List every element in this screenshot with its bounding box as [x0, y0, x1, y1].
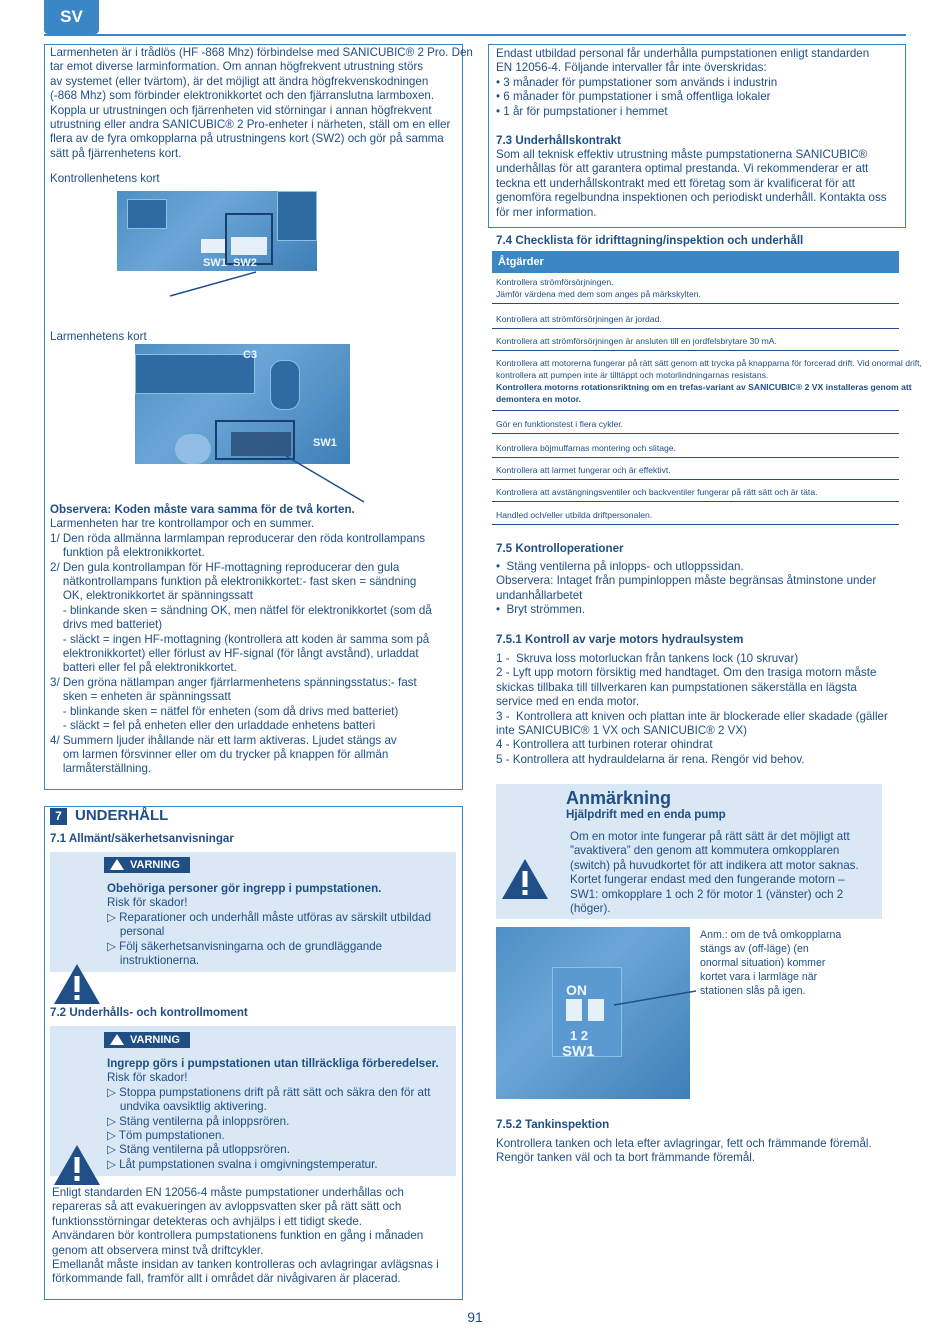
text-line: - släckt = ingen HF-mottagning (kontrollera att koden är samma som på [50, 632, 430, 646]
text-line: Larmenheten är i trådlös (HF -868 Mhz) förbindelse med SANICUBIC® 2 Pro. Den [50, 46, 473, 59]
warning-line: personal [107, 925, 165, 939]
anm-line: stationen slås på igen. [700, 985, 806, 997]
text-line: Larmenheten har tre kontrollampor och en summer. [50, 517, 315, 531]
anm-line: Anm.: om de två omkopplarna [700, 929, 842, 941]
warning-line: ▷ Stäng ventilerna på utloppsrören. [107, 1143, 290, 1157]
section-7-title: UNDERHÅLL [75, 807, 169, 825]
warning-line: instruktionerna. [107, 954, 200, 968]
text-line: flera av de fyra omkopplarna på utrustningens kort (SW2) och gör på samma [50, 132, 444, 146]
s72-title: 7.2 Underhålls- och kontrollmoment [50, 1006, 248, 1019]
sw2-label: SW2 [233, 257, 257, 269]
text-line: 3 - Kontrollera att kniven och plattan inte är blockerade eller skadade (gäller [496, 709, 888, 723]
anm-line: stängs av (off-läge) (en [700, 943, 809, 955]
checklist-line: Kontrollera att strömförsörjningen är ansluten till en jordfelsbrytare 30 mA. [496, 336, 777, 346]
warning-line: Risk för skador! [107, 896, 188, 910]
warning-text-1: Obehöriga personer gör ingrepp i pumpstationen. Risk för skador! ▷ Reparationer och underhåll måste utföras av särskilt utbildad personal ▷ Följ säkerhetsanvisningarna och de grundläggande instruktionerna. [107, 882, 452, 968]
text-line: 1 - Skruva loss motorluckan från tankens lock (10 skruvar) [496, 652, 799, 665]
checklist-header: Åtgärder [492, 251, 899, 273]
checklist-line-bold: demontera en motor. [496, 394, 581, 404]
text-line: elektronikkortet) eller förlust av HF-signal (för långt avstånd), urladdat [50, 647, 419, 661]
anm-line: onormal situation) kommer [700, 957, 826, 969]
observe-block [50, 503, 460, 777]
text-line: drivs med batteriet) [50, 618, 163, 632]
checklist-line: Jämför värdena med dem som anges på märkskylten. [496, 289, 701, 299]
note-line: (höger). [570, 902, 611, 916]
text-line: • Stäng ventilerna på inlopps- och utloppssidan. [496, 560, 744, 573]
warning-line: ▷ Töm pumpstationen. [107, 1129, 225, 1143]
s751-text [496, 652, 900, 767]
text-line: Kontrollera tanken och leta efter avlagringar, fett och främmande föremål. [496, 1137, 872, 1150]
checklist-row [492, 464, 899, 480]
section-7-number: 7 [50, 808, 67, 825]
text-line: 1/ Den röda allmänna larmlampan reproducerar den röda kontrollampans [50, 531, 426, 545]
text-line: • 1 år för pumpstationer i hemmet [496, 104, 668, 118]
text-line: Enligt standarden EN 12056-4 måste pumpstationer underhållas och [52, 1186, 404, 1199]
s71-title: 7.1 Allmänt/säkerhetsanvisningar [50, 832, 234, 845]
text-line: Användaren bör kontrollera pumpstationens funktion en gång i månaden [52, 1229, 424, 1243]
text-line: Som all teknisk effektiv utrustning måste pumpstationerna SANICUBIC® [496, 148, 868, 161]
warning-line: ▷ Låt pumpstationen svalna i omgivningstemperatur. [107, 1157, 378, 1171]
s752-text [496, 1137, 900, 1166]
note-text [570, 830, 878, 916]
checklist-row [492, 509, 899, 525]
alarm-card-arrow [280, 450, 370, 510]
warning-triangle-icon-2 [52, 1143, 102, 1187]
checklist-line: Kontrollera strömförsörjningen. [496, 277, 614, 287]
checklist-row [492, 276, 899, 304]
checklist-line: kontrollera att pumpen inte är tilltäppt och motorlindningarnas resistans. [496, 370, 769, 380]
text-line: inte SANICUBIC® 1 VX och SANICUBIC® 2 VX) [496, 724, 747, 738]
note-title: Anmärkning [566, 788, 672, 808]
checklist-line: Handled och/eller utbilda driftpersonalen. [496, 510, 653, 520]
note-line: ”avaktivera” den genom att kommutera omkopplaren [570, 844, 840, 858]
text-line: (-868 Mhz) som förbinder elektronikkortet och den fjärranslutna larmboxen. [50, 89, 435, 103]
text-line: förkommande fall, framför allt i området där nivågivaren är placerad. [52, 1272, 401, 1286]
text-line: för mer information. [496, 205, 597, 219]
text-line: service med en enda motor. [496, 695, 640, 709]
checklist-line: Kontrollera att strömförsörjningen är jordad. [496, 314, 662, 324]
warning-line: ▷ Stoppa pumpstationens drift på rätt sätt och säkra den för att [107, 1085, 431, 1099]
s75-title: 7.5 Kontrolloperationer [496, 542, 624, 555]
note-line: (switch) på huvudkortet för att indikera att motor saknas. [570, 858, 859, 872]
text-line: sken = enheten är spänningssatt [50, 690, 231, 704]
warning-line: ▷ Stäng ventilerna på inloppsrören. [107, 1114, 290, 1128]
text-line: - blinkande sken = sändning OK, men nätfel för elektronikkortet (som då [50, 603, 432, 617]
s73-text [496, 148, 900, 220]
text-line: larmåterställning. [50, 762, 152, 776]
text-line: av systemet (eller tvärtom), är det möjligt att ändra högfrekvenskodningen [50, 74, 429, 88]
text-line: undanhållarbetet [496, 588, 583, 602]
text-line: EN 12056-4. Följande intervaller får inte överskridas: [496, 61, 767, 75]
checklist-line: Kontrollera böjmuffarnas montering och slitage. [496, 443, 676, 453]
text-line: teckna ett underhållskontrakt med ett företag som är kvalificerat för att [496, 176, 855, 190]
observe-bold: Observera: Koden måste vara samma för de två korten. [50, 503, 355, 516]
alarm-card-caption: Larmenhetens kort [50, 330, 147, 343]
text-line: om larmen försvinner eller om du trycker på knappen för allmän [50, 747, 389, 761]
text-line: nätkontrollampans funktion på elektronikkortet:- fast sken = sändning [50, 575, 417, 589]
text-line: underhållas för att garantera optimal prestanda. Vi rekommenderar er att [496, 162, 869, 176]
text-line: Rengör tanken väl och ta bort främmande föremål. [496, 1151, 756, 1165]
right-intro-text [496, 47, 900, 119]
warning-triangle-icon [52, 962, 102, 1006]
s73-title: 7.3 Underhållskontrakt [496, 134, 621, 147]
text-line: • 3 månader för pumpstationer som används i industrin [496, 75, 778, 89]
text-line: Koppla ur utrustningen och fjärrenheten vid störningar i annan högfrekvent [50, 103, 432, 117]
anm-text [700, 928, 890, 998]
text-line: genomföra regelbundna inspektionen och periodiskt underhåll. Kontakta oss [496, 191, 887, 205]
s74-title: 7.4 Checklista för idrifttagning/inspektion och underhåll [496, 234, 804, 247]
text-line: sätt på fjärrenhetens kort. [50, 146, 182, 160]
text-line: 4/ Summern ljuder ihållande när ett larm aktiveras. Ljudet stängs av [50, 733, 397, 747]
note-line: Kortet fungerar endast med den fungerande motorn – [570, 873, 845, 887]
text-line: genom att observera minst två driftcykler. [52, 1243, 264, 1257]
note-line: Om en motor inte fungerar på rätt sätt är det möjligt att [570, 830, 850, 843]
text-line: repareras så att evakueringen av avloppsvatten sker på rätt sätt och [52, 1200, 402, 1214]
checklist-row [492, 418, 899, 434]
anm-line: kortet vara i larmläge när [700, 971, 818, 983]
warning-line: Risk för skador! [107, 1071, 188, 1085]
alarm-card-photo [135, 344, 350, 464]
text-line: 2/ Den gula kontrollampan för HF-mottagning reproducerar den gula [50, 560, 400, 574]
warning-label-2: VARNING [104, 1032, 190, 1048]
checklist-line: Kontrollera att larmet fungerar och är effektivt. [496, 465, 671, 475]
text-line: 3/ Den gröna nätlampan anger fjärrlarmenhetens spänningsstatus:- fast [50, 675, 417, 689]
sw1-photo-label: SW1 [562, 1043, 595, 1060]
checklist-line-bold: Kontrollera motorns rotationsriktning om en trefas-variant av SANICUBIC® 2 VX installeras genom att [496, 382, 912, 392]
s75-text [496, 560, 900, 618]
sw1-label: SW1 [203, 257, 227, 269]
checklist-row [492, 357, 922, 411]
text-line: skickas tillbaka till tillverkaren kan pumpstationen säkerställa en lägsta [496, 680, 857, 694]
text-line: tar emot diverse larminformation. Om annan högfrekvent utrustning störs [50, 60, 424, 74]
control-card-caption: Kontrollenhetens kort [50, 172, 160, 185]
text-line: funktion på elektronikkortet. [50, 546, 205, 560]
warning-label-1: VARNING [104, 857, 190, 873]
text-line: 2 - Lyft upp motorn försiktig med handtaget. Om den trasiga motorn måste [496, 666, 877, 680]
warning-line: ▷ Reparationer och underhåll måste utföras av särskilt utbildad [107, 910, 432, 924]
note-warning-icon [500, 857, 550, 901]
text-line: Endast utbildad personal får underhålla pumpstationen enligt standarden [496, 47, 870, 60]
left-intro-text [50, 46, 473, 161]
page-number: 91 [467, 1309, 483, 1325]
control-card-arrow [160, 250, 260, 300]
checklist-row [492, 486, 899, 502]
checklist-line: Kontrollera att motorerna fungerar på rätt sätt genom att trycka på knapparna för forcerad drift. Vid onormal drift, [496, 358, 922, 368]
warning-line: undvika oavsiktlig aktivering. [107, 1100, 267, 1114]
c3-label: C3 [243, 349, 258, 361]
text-line: funktionsstörningar detekteras och avhjälps i ett tidigt skede. [52, 1214, 362, 1228]
sw1-arrow [610, 985, 700, 1015]
note-line: SW1: omkopplare 1 och 2 för motor 1 (vänster) och 2 [570, 887, 844, 901]
note-subtitle: Hjälpdrift med en enda pump [566, 808, 726, 821]
text-line: OK, elektronikkortet är spänningssatt [50, 589, 253, 603]
checklist-row [492, 313, 899, 329]
on-label: ON [566, 982, 587, 998]
checklist-line: Kontrollera att avstängningsventiler och backventiler fungerar på rätt sätt och är täta. [496, 487, 818, 497]
text-line: 5 - Kontrollera att hydrauldelarna är rena. Rengör vid behov. [496, 752, 805, 766]
text-line: Observera: Intaget från pumpinloppen måste begränsas åtminstone under [496, 574, 877, 588]
switch-numbers: 1 2 [570, 1028, 589, 1043]
section-7-heading [50, 808, 168, 825]
checklist-row [492, 335, 899, 351]
checklist-row [492, 442, 899, 458]
text-line: - blinkande sken = nätfel för enheten (som då drivs med batteriet) [50, 704, 399, 718]
text-line: • Bryt strömmen. [496, 603, 586, 617]
text-line: batteri eller fel på elektronikkortet. [50, 661, 237, 675]
left-bottom-text [52, 1186, 458, 1287]
language-tab: SV [44, 0, 99, 34]
header-rule [44, 34, 906, 36]
s752-title: 7.5.2 Tankinspektion [496, 1118, 610, 1131]
text-line: 4 - Kontrollera att turbinen roterar ohindrat [496, 738, 713, 752]
s751-title: 7.5.1 Kontroll av varje motors hydraulsystem [496, 633, 744, 646]
sw1-alarm-label: SW1 [313, 437, 337, 449]
text-line: Emellanåt måste insidan av tanken kontrolleras och avlagringar avlägsnas i [52, 1258, 439, 1272]
warning-text-2: Ingrepp görs i pumpstationen utan tillräckliga förberedelser. Risk för skador! ▷ Stoppa pumpstationens drift på rätt sätt och säkra den för att undvika oavsiktlig aktivering. ▷ Stäng ventilerna på inloppsrören. ▷ Töm pumpstationen. ▷ Stäng ventilerna på utloppsrören. ▷ Låt pumpstationen svalna i omgivningstemperatur. [107, 1057, 452, 1172]
checklist-line: Gör en funktionstest i flera cykler. [496, 419, 624, 429]
text-line: utrustning eller andra SANICUBIC® 2 Pro-enheter i närheten, ställ om en eller [50, 118, 451, 132]
text-line: - släckt = fel på enheten eller den urladdade enhetens batteri [50, 719, 376, 733]
warning-line: ▷ Följ säkerhetsanvisningarna och de grundläggande [107, 939, 383, 953]
text-line: • 6 månader för pumpstationer i små offentliga lokaler [496, 90, 771, 104]
